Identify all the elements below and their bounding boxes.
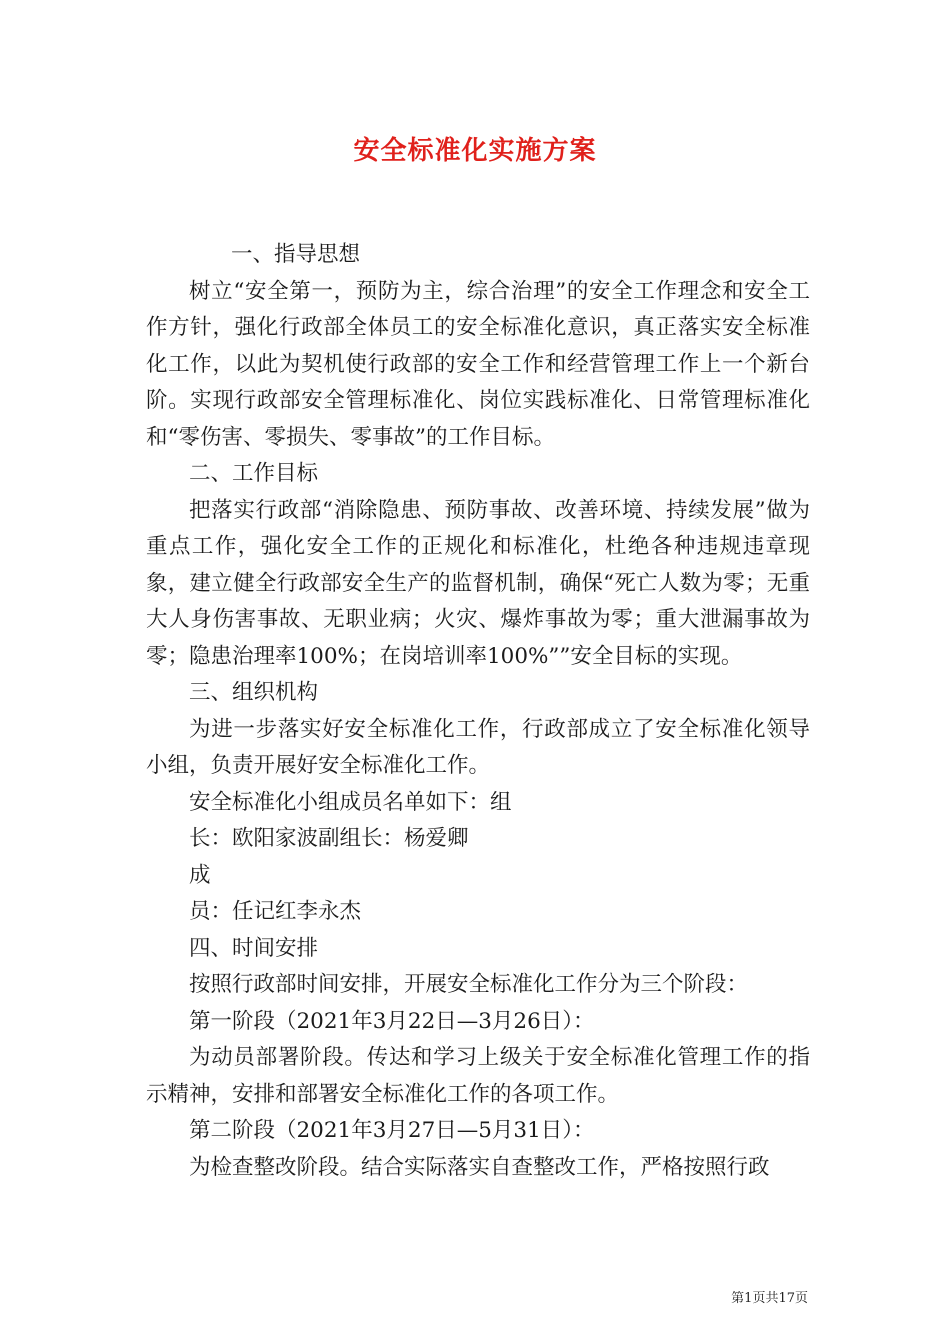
paragraph: 把落实行政部“消除隐患、预防事故、改善环境、持续发展”做为重点工作，强化安全工作的正规化和标准化，杜绝各种违规违章现象，建立健全行政部安全生产的监督机制，确保“死亡人数为零；无重大人身伤害事故、无职业病；火灾、爆炸事故为零；重大泄漏事故为零；隐患治理率100%；在岗培训率100%””安全目标的实现。 — [146, 497, 810, 669]
paragraph: 第二阶段（2021年3月27日—5月31日）： — [189, 1118, 595, 1143]
paragraph: 安全标准化小组成员名单如下：组 — [189, 789, 512, 815]
document-title: 安全标准化实施方案 — [353, 136, 597, 166]
section-heading-schedule: 四、时间安排 — [189, 935, 319, 961]
document-body — [146, 237, 810, 1186]
section-heading-work-goal: 二、工作目标 — [189, 461, 319, 486]
paragraph: 为动员部署阶段。传达和学习上级关于安全标准化管理工作的指示精神，安排和部署安全标准化工作的各项工作。 — [146, 1045, 810, 1107]
paragraph: 员：任记红李永杰 — [189, 899, 362, 924]
paragraph: 为检查整改阶段。结合实际落实自查整改工作，严格按照行政 — [189, 1154, 770, 1180]
paragraph: 成 — [189, 862, 211, 888]
paragraph: 为进一步落实好安全标准化工作，行政部成立了安全标准化领导小组，负责开展好安全标准化工作。 — [146, 716, 810, 778]
section-heading-organization: 三、组织机构 — [189, 680, 319, 705]
page-number-footer: 第1页共17页 — [731, 1291, 808, 1306]
paragraph: 长：欧阳家波副组长：杨爱卿 — [189, 826, 469, 851]
paragraph: 按照行政部时间安排，开展安全标准化工作分为三个阶段： — [189, 972, 749, 997]
paragraph: 树立“安全第一，预防为主，综合治理”的安全工作理念和安全工作方针，强化行政部全体员工的安全标准化意识，真正落实安全标准化工作，以此为契机使行政部的安全工作和经营管理工作上一个新台阶。实现行政部安全管理标准化、岗位实践标准化、日常管理标准化和“零伤害、零损失、零事故”的工作目标。 — [146, 278, 810, 450]
paragraph: 第一阶段（2021年3月22日—3月26日）： — [189, 1008, 595, 1034]
section-heading-guiding-thought: 一、指导思想 — [231, 242, 361, 267]
